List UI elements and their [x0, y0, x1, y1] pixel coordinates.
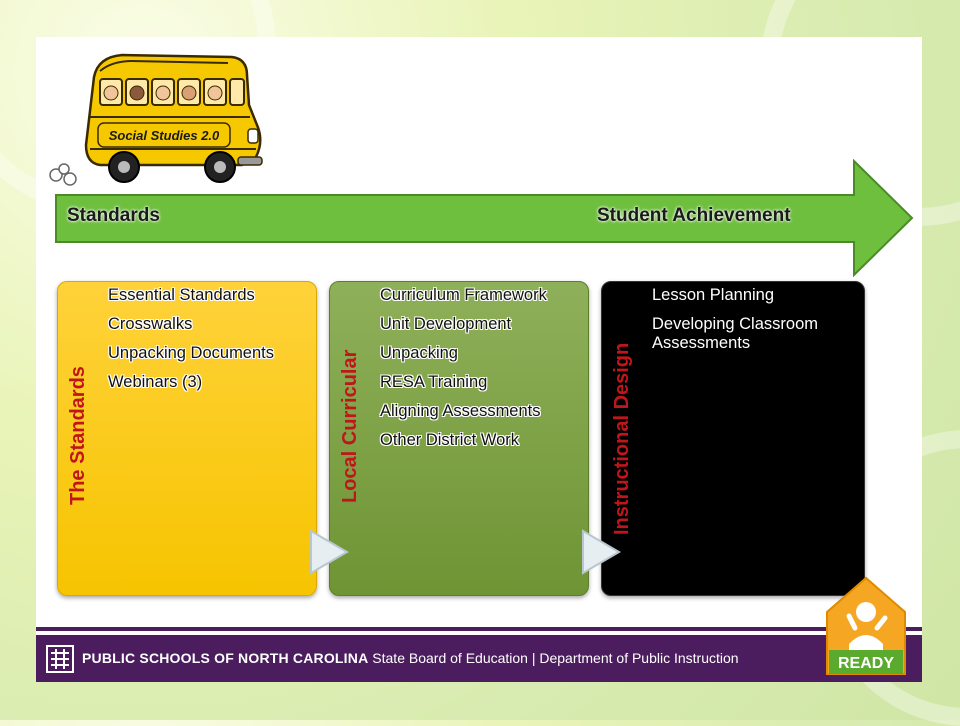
- panel-instructional-design: [601, 281, 865, 596]
- panel-item-list: [652, 286, 854, 363]
- panel-item-list: [108, 286, 306, 402]
- bus-sign-text: Social Studies 2.0: [108, 128, 220, 143]
- list-item: Essential Standards: [108, 286, 255, 304]
- list-item: Unpacking: [380, 344, 458, 362]
- list-item: Webinars (3): [108, 373, 203, 391]
- nc-seal-icon: [46, 645, 74, 673]
- list-item: Aligning Assessments: [380, 402, 541, 420]
- arrow-label-standards: Standards: [67, 205, 160, 226]
- connector-arrow-icon: [307, 527, 351, 577]
- list-item: Developing Classroom Assessments: [652, 315, 818, 352]
- panel-title: The Standards: [67, 366, 89, 505]
- list-item: Lesson Planning: [652, 286, 775, 304]
- list-item: Unit Development: [380, 315, 512, 333]
- footer-divider: [36, 627, 922, 631]
- ready-logo-icon: [819, 574, 913, 678]
- list-item: Crosswalks: [108, 315, 193, 333]
- panel-title: Instructional Design: [611, 342, 633, 535]
- connector-arrow-icon: [579, 527, 623, 577]
- footer-dept: State Board of Education | Department of Public Instruction: [372, 650, 739, 666]
- panel-item-list: [380, 286, 578, 460]
- ready-logo-text: READY: [837, 655, 895, 672]
- list-item: Curriculum Framework: [380, 286, 547, 304]
- list-item: Unpacking Documents: [108, 344, 274, 362]
- list-item: RESA Training: [380, 373, 488, 391]
- slide: [36, 37, 922, 682]
- panel-local-curricular: [329, 281, 589, 596]
- arrow-label-student-achievement: Student Achievement: [597, 205, 791, 226]
- footer: [36, 635, 922, 682]
- footer-text: [82, 650, 739, 666]
- panel-title: Local Curricular: [339, 349, 361, 503]
- list-item: Other District Work: [380, 431, 520, 449]
- panel-the-standards: [57, 281, 317, 596]
- footer-org: PUBLIC SCHOOLS OF NORTH CAROLINA: [82, 650, 369, 666]
